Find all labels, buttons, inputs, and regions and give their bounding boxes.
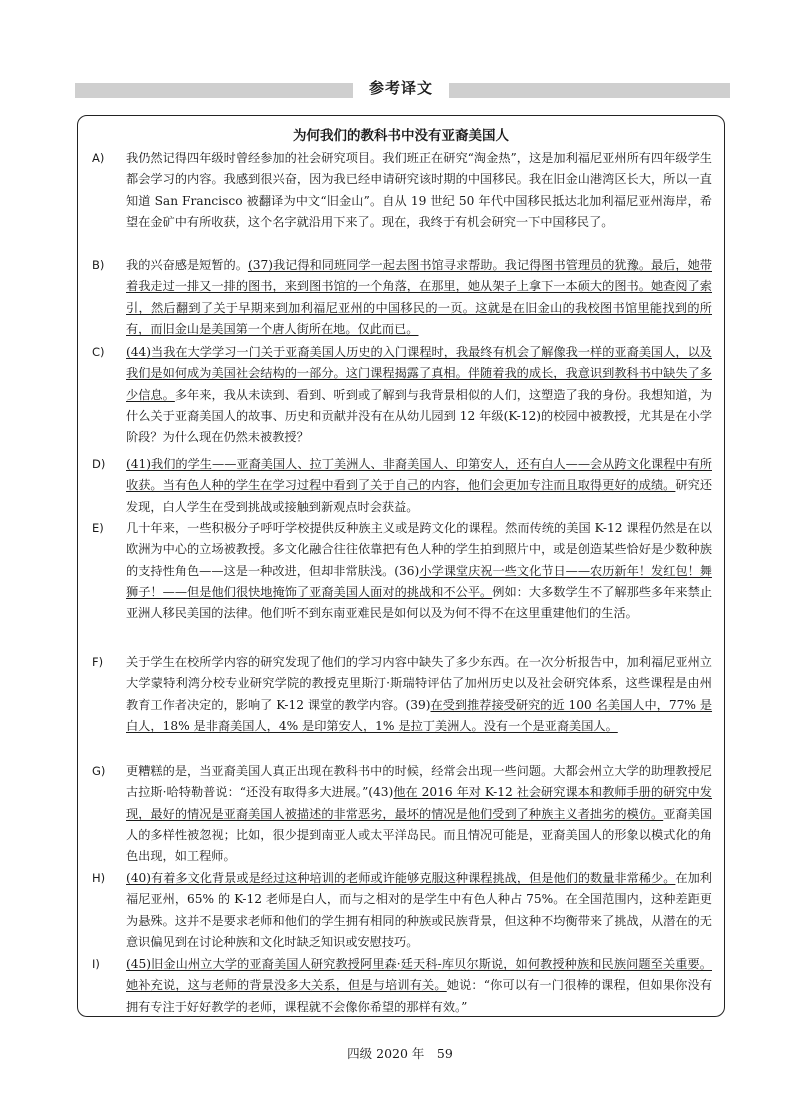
paragraph-e [92,518,712,624]
text-segment: 更糟糕的是，当亚裔美国人真正出现在教科书中的时候，经常会出现一些问题。大都会州立大学的助理教授尼古拉斯·哈特勒普说：“还没有取得多大进展。”(43) [126,764,712,800]
paragraph-label: G) [92,764,106,778]
text-segment: 几十年来，一些积极分子呼吁学校提供反种族主义或是跨文化的课程。然而传统的美国 K-12 课程仍然是在以欧洲为中心的立场被教授。多文化融合往往依靠把有色人种的学生拍到照片中，或是创造某些恰好是少数种族的支持性角色——这是一种改进，但却非常肤浅。(36) [126,521,712,578]
paragraph-text [126,954,712,1018]
paragraph-h [92,868,712,953]
paragraph-label: C) [92,345,105,359]
paragraph-text [126,454,712,518]
paragraph-label: H) [92,871,106,885]
text-segment: 在加利福尼亚州，65% 的 K-12 老师是白人，而与之相对的是学生中有色人种占 75%。在全国范围内，这种差距更为悬殊。这并不是要求老师和他们的学生拥有相同的种族或民族背景，但这种不均衡带来了挑战，从潜在的无意识偏见到在讨论种族和文化时缺乏知识或安慰技巧。 [126,871,712,949]
paragraph-f [92,652,712,737]
paragraph-b [92,255,712,340]
paragraph-label: D) [92,457,106,471]
paragraph-d [92,454,712,518]
paragraph-g [92,761,712,867]
paragraph-text [126,868,712,953]
paragraph-text [126,518,712,624]
paragraph-text [126,342,712,448]
paragraph-text [126,652,712,737]
paragraph-label: E) [92,521,104,535]
article-title: 为何我们的教科书中没有亚裔美国人 [293,128,509,144]
underlined-answer-segment: (44)当我在大学学习一门关于亚裔美国人历史的入门课程时，我最终有机会了解像我一样的亚裔美国人，以及我们是如何成为美国社会结构的一部分。这门课程揭露了真相。伴随着我的成长，我意识到教科书中缺失了多少信息。 [126,345,712,402]
text-segment: 例如：大多数学生不了解那些多年来禁止亚洲人移民美国的法律。他们听不到东南亚难民是如何以及为何不得不在这里重建他们的生活。 [126,584,713,621]
underlined-answer-segment: (37)我记得和同班同学一起去图书馆寻求帮助。我记得图书管理员的犹豫。最后，她带着我走过一排又一排的图书，来到图书馆的一个角落，在那里，她从架子上拿下一本硕大的图书。她查阅了索引，然后翻到了关于早期来到加利福尼亚州的中国移民的一页。这就是在旧金山的我校图书馆里能找到的所有，而旧金山是美国第一个唐人街所在地。仅此而已。 [126,258,712,336]
paragraph-i [92,954,712,1018]
text-segment: 关于学生在校所学内容的研究发现了他们的学习内容中缺失了多少东西。在一次分析报告中，加利福尼亚州立大学蒙特利湾分校专业研究学院的教授克里斯汀·斯瑞特评估了加州历史以及社会研究体系，这些课程是由州教育工作者决定的，影响了 K-12 课堂的教学内容。(39) [126,655,712,712]
paragraph-label: F) [92,655,104,669]
text-segment: 多年来，我从未读到、看到、听到或了解到与我背景相似的人们，这塑造了我的身份。我想知道，为什么关于亚裔美国人的故事、历史和贡献并没有在从幼儿园到 12 年级(K-12)的校园中被教授，尤其是在小学阶段？为什么现在仍然未被教授？ [126,387,713,445]
text-segment: 亚裔美国人的多样性被忽视；比如，很少提到南亚人或太平洋岛民。而且情况可能是，亚裔美国人的形象以模式化的角色出现，如工程师。 [126,806,713,864]
text-segment: 她说：“你可以有一门很棒的课程，但如果你没有拥有专注于好好教学的老师，课程就不会像你希望的那样有效。” [126,978,713,1014]
page-footer: 四级 2020 年 59 [347,1046,453,1061]
underlined-answer-segment: (45)旧金山州立大学的亚裔美国人研究教授阿里森·廷天科-库贝尔斯说，如何教授种族和民族问题至关重要。她补充说，这与老师的背景没多大关系，但是与培训有关。 [126,957,712,993]
section-title: 参考译文 [353,75,449,101]
text-segment: 我仍然记得四年级时曾经参加的社会研究项目。我们班正在研究“淘金热”，这是加利福尼亚州所有四年级学生都会学习的内容。我感到很兴奋，因为我已经申请研究该时期的中国移民。我在旧金山港湾区长大，所以一直知道 San Francisco 被翻译为中文“旧金山”。自从 19 世纪 50 年代中国移民抵达北加利福尼亚州海岸，希望在金矿中有所收获，这个名字就沿用下来了。现在，我终于有机会研究一下中国移民了。 [126,151,712,229]
underlined-answer-segment: (41)我们的学生——亚裔美国人、拉丁美洲人、非裔美国人、印第安人，还有白人——会从跨文化课程中有所收获。当有色人种的学生在学习过程中看到了关于自己的内容，他们会更加专注而且取得更好的成绩。 [126,457,712,493]
underlined-answer-segment: 他在 2016 年对 K-12 社会研究课本和教师手册的研究中发现，最好的情况是亚裔美国人被描述的非常恶劣，最坏的情况是他们受到了种族主义者拙劣的模仿。 [126,785,712,821]
paragraph-c [92,342,712,448]
underlined-answer-segment: 小学课堂庆祝一些文化节日——农历新年！发红包！舞狮子！——但是他们很快地掩饰了亚裔美国人面对的挑战和不公平。 [126,563,712,599]
underlined-answer-segment: 在受到推荐接受研究的近 100 名美国人中，77% 是白人，18% 是非裔美国人，4% 是印第安人，1% 是拉丁美洲人。没有一个是亚裔美国人。 [126,697,713,733]
paragraph-label: A) [92,151,105,165]
paragraph-label: I) [92,957,100,971]
paragraph-text [126,255,712,340]
paragraph-text [126,761,712,867]
text-segment: 我的兴奋感是短暂的。 [126,258,248,272]
underlined-answer-segment: (40)有着多文化背景或是经过这种培训的老师或许能够克服这种课程挑战，但是他们的数量非常稀少。 [126,871,676,885]
paragraph-text [126,148,712,233]
paragraph-label: B) [92,258,105,272]
paragraph-a [92,148,712,233]
text-segment: 研究还发现，白人学生在受到挑战或接触到新观点时会获益。 [126,478,713,514]
